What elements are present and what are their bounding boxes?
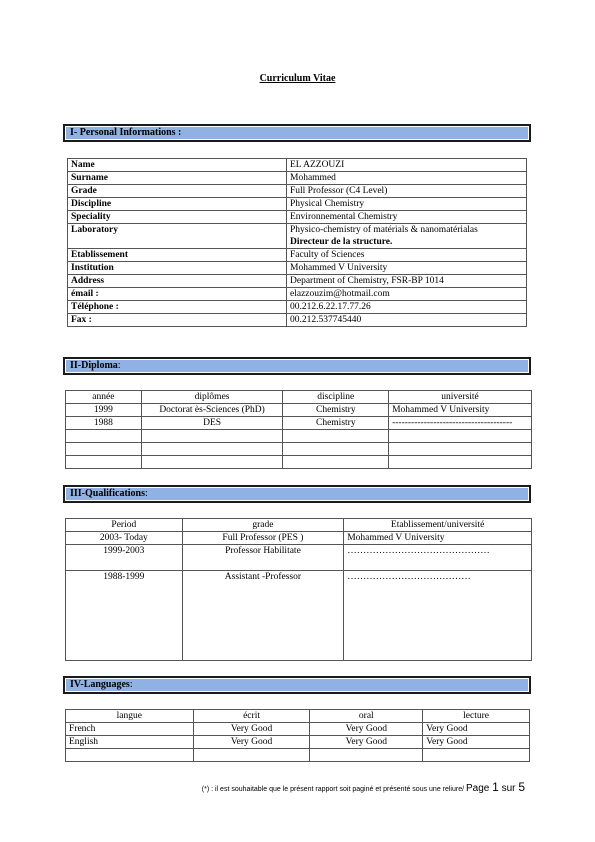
table-row [68,288,527,301]
field-value-text: elazzouzim@hotmail.com [290,289,390,299]
page-word: Page [466,783,490,794]
field-value [287,211,527,224]
table-header-row [66,710,530,723]
table-row [66,456,532,469]
field-value-text: Mohammed V University [290,263,388,273]
field-label: Etablissement [68,249,287,262]
qualifications-table [65,518,532,661]
field-label: Institution [68,262,287,275]
table-cell: Doctorat ès-Sciences (PhD) [141,404,283,417]
table-cell [141,443,283,456]
table-cell: English [66,736,194,749]
table-cell: 1999-2003 [66,545,183,571]
table-cell [389,456,532,469]
diploma-table [65,390,532,469]
column-header: université [389,391,532,404]
table-cell: Very Good [310,736,423,749]
table-row [68,275,527,288]
table-cell: Chemistry [283,404,389,417]
field-value [287,185,527,198]
table-cell [283,430,389,443]
page-number: 1 [492,780,499,794]
field-value-text: Physico-chemistry of matérials & nanomatérialas [290,225,478,235]
section-title: II-Diploma [70,360,118,371]
table-row [68,224,527,249]
table-cell: 1999 [66,404,142,417]
table-header-row [66,391,532,404]
field-value-text: Physical Chemistry [290,199,365,209]
field-label: Speciality [68,211,287,224]
section-title: I- Personal Informations : [70,127,182,138]
table-cell [193,749,310,762]
column-header: Period [66,519,183,532]
field-value [287,288,527,301]
field-label: Laboratory [68,224,287,249]
table-row [68,211,527,224]
field-value-text: Environnemental Chemistry [290,212,398,222]
table-cell: -------------------------------------- [389,417,532,430]
section-header-languages [63,676,531,694]
field-value-text: Department of Chemistry, FSR-BP 1014 [290,276,444,286]
table-row [68,185,527,198]
field-label: Surname [68,172,287,185]
table-cell [66,456,142,469]
column-header: année [66,391,142,404]
field-value [287,198,527,211]
table-cell: Very Good [423,723,530,736]
section-suffix: : [145,488,148,499]
section-suffix: : [117,360,121,371]
section-header-qualifications [63,485,531,503]
table-row [66,749,530,762]
table-cell: ………………………………… [344,571,532,661]
field-value [287,224,527,249]
field-value-text: Full Professor (C4 Level) [290,186,388,196]
field-value [287,314,527,327]
table-cell: Mohammed V University [389,404,532,417]
table-cell: French [66,723,194,736]
section-suffix: : [129,679,133,690]
field-value [287,275,527,288]
field-label: Fax : [68,314,287,327]
table-cell [389,443,532,456]
table-cell: Very Good [310,723,423,736]
field-label: Address [68,275,287,288]
field-value [287,159,527,172]
table-row [66,532,532,545]
section-title: IV-Languages [70,679,130,690]
table-cell [423,749,530,762]
field-value-text: EL AZZOUZI [290,160,345,170]
table-cell: Chemistry [283,417,389,430]
languages-table [65,709,530,762]
section-header-diploma [63,357,531,375]
table-cell [66,430,142,443]
field-value [287,301,527,314]
column-header: lecture [423,710,530,723]
page-total: 5 [518,780,525,794]
table-cell [310,749,423,762]
table-cell: 2003- Today [66,532,183,545]
document-title: Curriculum Vitae [259,73,336,84]
column-header: grade [182,519,344,532]
table-row [66,723,530,736]
column-header: oral [310,710,423,723]
table-row [68,301,527,314]
table-row [66,571,532,661]
field-label: Name [68,159,287,172]
table-cell: Full Professor (PES ) [182,532,344,545]
column-header: diplômes [141,391,283,404]
table-cell [66,749,194,762]
table-row [68,314,527,327]
table-cell [283,443,389,456]
table-row [68,198,527,211]
page-footer [202,780,525,794]
section-header-personal [63,124,531,142]
table-cell [283,456,389,469]
field-label: Téléphone : [68,301,287,314]
table-cell [66,443,142,456]
table-row [68,159,527,172]
field-value-text: 00.212.6.22.17.77.26 [290,302,371,312]
column-header: discipline [283,391,389,404]
field-label: Grade [68,185,287,198]
field-value [287,262,527,275]
column-header: écrit [193,710,310,723]
field-value-extra: Directeur de la structure. [290,237,393,247]
table-cell: Assistant -Professor [182,571,344,661]
table-header-row [66,519,532,532]
table-row [68,172,527,185]
table-row [68,262,527,275]
table-row [66,736,530,749]
table-cell: 1988-1999 [66,571,183,661]
personal-info-table [67,158,527,327]
field-value [287,249,527,262]
table-cell [141,430,283,443]
footer-note: (*) : il est souhaitable que le présent rapport soit paginé et présenté sous une reliure/ [201,786,465,793]
table-cell [389,430,532,443]
table-cell: Very Good [193,723,310,736]
table-cell: Very Good [193,736,310,749]
table-row [66,545,532,571]
table-cell: Professor Habilitate [182,545,344,571]
table-row [66,417,532,430]
field-label: Discipline [68,198,287,211]
field-value-text: Faculty of Sciences [290,250,365,260]
table-cell [141,456,283,469]
column-header: langue [66,710,194,723]
section-title: III-Qualifications [70,488,146,499]
page-sur: sur [501,783,516,794]
table-row [68,249,527,262]
field-label: émail : [68,288,287,301]
table-cell: 1988 [66,417,142,430]
field-value-text: 00.212.537745440 [290,315,362,325]
table-cell: DES [141,417,283,430]
column-header: Etablissement/université [344,519,532,532]
table-cell: Very Good [423,736,530,749]
field-value-text: Mohammed [290,173,336,183]
field-value [287,172,527,185]
table-row [66,430,532,443]
table-row [66,404,532,417]
table-cell: ……………………………………… [344,545,532,571]
table-row [66,443,532,456]
table-cell: Mohammed V University [344,532,532,545]
